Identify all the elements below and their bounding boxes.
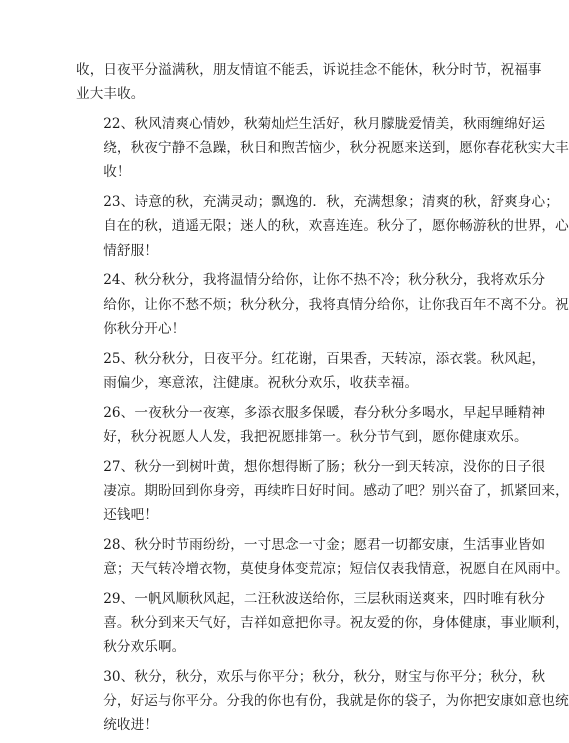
text-line: 自在的秋，逍遥无限；迷人的秋，欢喜连连。秋分了，愿你畅游秋的世界，心 <box>103 218 569 235</box>
text-line: 24、秋分秋分，我将温情分给你，让你不热不冷；秋分秋分，我将欢乐分 <box>103 272 546 289</box>
text-line: 雨偏少，寒意浓，注健康。祝秋分欢乐，收获幸福。 <box>103 374 419 391</box>
text-line: 喜。秋分到来天气好，吉祥如意把你寻。祝友爱的你，身体健康，事业顺利， <box>103 615 569 632</box>
paragraph <box>76 401 546 449</box>
text-line: 26、一夜秋分一夜寒，多添衣服多保暖，春分秋分多喝水，早起早睡精神 <box>103 404 546 421</box>
text-line: 好，秋分祝愿人人发，我把祝愿排第一。秋分节气到，愿你健康欢乐。 <box>103 428 528 445</box>
text-line: 秋分欢乐啊。 <box>103 639 186 656</box>
paragraph <box>76 190 569 263</box>
text-line: 25、秋分秋分，日夜平分。红花谢，百果香，天转凉，添衣裳。秋风起， <box>103 350 546 367</box>
text-line: 22、秋风清爽心情妙，秋菊灿烂生活好，秋月朦胧爱情美，秋雨缠绵好运 <box>103 116 546 132</box>
paragraph <box>76 455 569 528</box>
paragraph <box>76 665 569 738</box>
text-line: 23、诗意的秋，充满灵动；飘逸的．秋，充满想象；清爽的秋，舒爽身心； <box>103 194 559 211</box>
text-line: 收！ <box>103 164 131 181</box>
text-line: 绕，秋夜宁静不急躁，秋日和煦苦恼少，秋分祝愿来送到，愿你春花秋实大丰 <box>103 140 569 157</box>
text-line: 业大丰收。 <box>76 86 145 103</box>
text-line: 你秋分开心！ <box>103 320 186 337</box>
text-line: 30、秋分，秋分，欢乐与你平分；秋分，秋分，财宝与你平分；秋分，秋 <box>103 669 546 686</box>
text-line: 还钱吧！ <box>103 507 158 524</box>
text-line: 情舒服！ <box>103 242 158 259</box>
text-line: 27、秋分一到树叶黄，想你想得断了肠；秋分一到天转凉，没你的日子很 <box>103 458 546 475</box>
paragraph <box>76 347 546 395</box>
text-line: 分，好运与你平分。分我的你也有份，我就是你的袋子，为你把安康如意也统 <box>103 693 569 710</box>
text-line: 收，日夜平分溢满秋，朋友情谊不能丢，诉说挂念不能休，秋分时节，祝福事 <box>76 62 542 78</box>
text-line: 28、秋分时节雨纷纷，一寸思念一寸金；愿君一切都安康，生活事业皆如 <box>103 536 546 553</box>
text-line: 29、一帆风顺秋风起，二汪秋波送给你，三层秋雨送爽来，四时唯有秋分 <box>103 590 546 607</box>
paragraph <box>76 112 569 185</box>
paragraph <box>76 58 542 106</box>
text-line: 给你，让你不愁不烦；秋分秋分，我将真情分给你，让你我百年不离不分。祝 <box>103 296 569 313</box>
text-line: 意；天气转冷增衣物，莫使身体变荒凉；短信仅表我情意，祝愿自在风雨中。 <box>103 561 569 578</box>
document-body <box>76 58 569 743</box>
paragraph <box>76 587 569 660</box>
text-line: 统收进！ <box>103 717 158 734</box>
text-line: 凄凉。期盼回到你身旁，再续昨日好时间。感动了吧？别兴奋了，抓紧回来， <box>103 482 569 499</box>
paragraph <box>76 268 569 341</box>
paragraph <box>76 533 569 581</box>
